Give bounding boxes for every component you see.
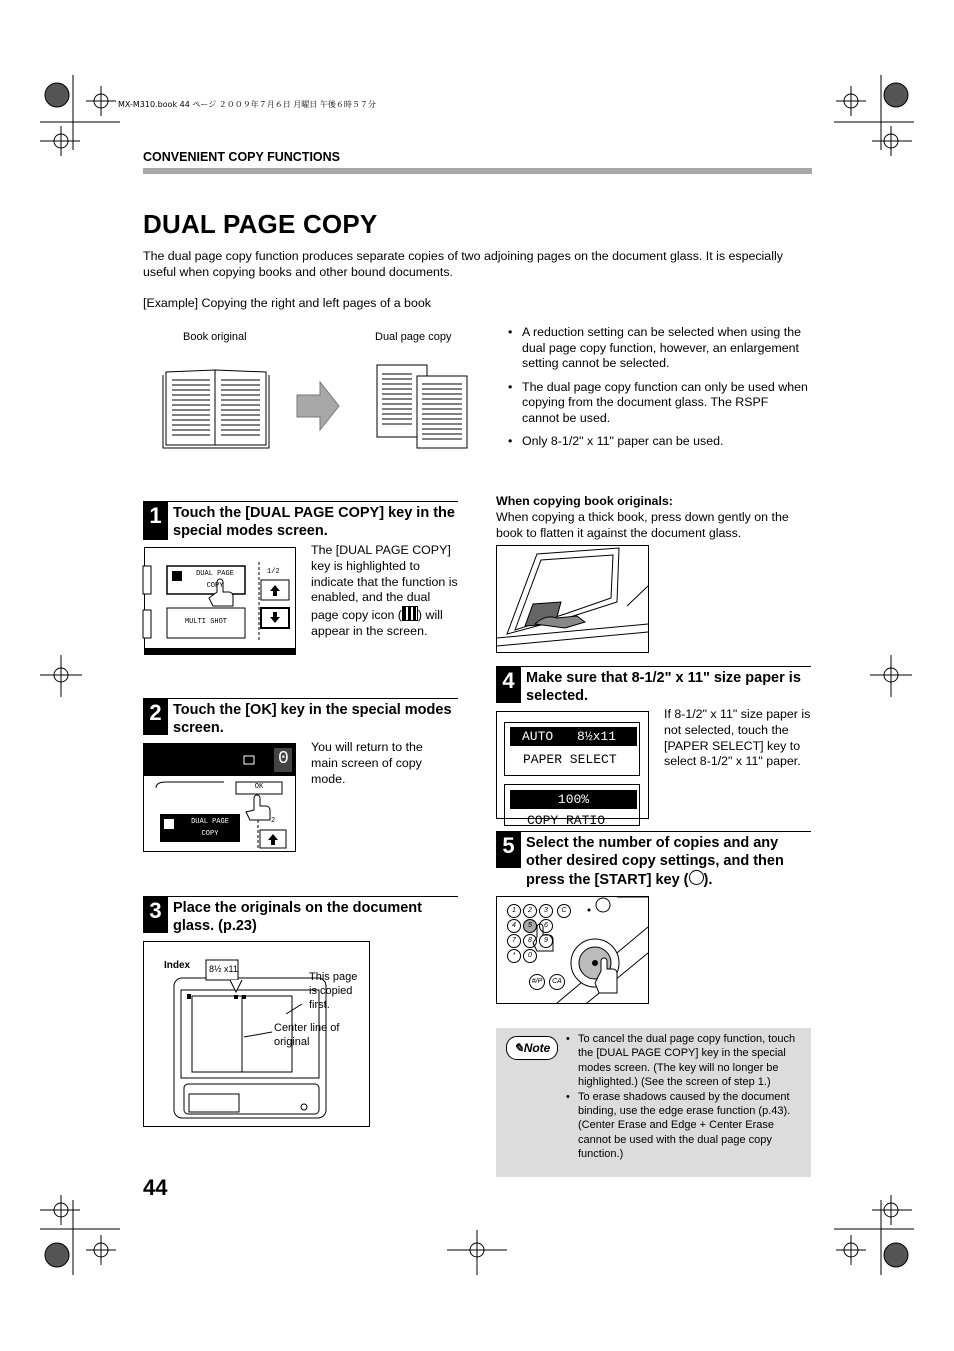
dual-page-copy-icon xyxy=(402,606,418,621)
section-header: CONVENIENT COPY FUNCTIONS xyxy=(143,150,341,164)
step-title: Place the originals on the document glass. (p.23) xyxy=(173,900,422,934)
page-title: DUAL PAGE COPY xyxy=(143,209,378,239)
list-item: • To erase shadows caused by the document binding, use the edge erase function (p.43). (Center Erase and Edge + Center Erase cannot be used with the dual page copy function.) xyxy=(566,1090,808,1162)
page-number: 44 xyxy=(143,1175,168,1200)
list-item: • To cancel the dual page copy function, touch the [DUAL PAGE COPY] key in the special modes screen. (The key will no longer be highlighted.) (See the screen of step 1.) xyxy=(566,1032,808,1090)
step-number: 1 xyxy=(143,502,168,540)
paper-size-label: 8½ x11 xyxy=(209,964,238,974)
book-copy-illustration xyxy=(160,360,480,455)
key-4[interactable]: 4 xyxy=(507,919,521,933)
step-1-description: The [DUAL PAGE COPY] key is highlighted to indicate that the function is enabled, and the dual page copy icon ( ) will appear in the screen. xyxy=(311,543,458,638)
copy-ratio-label: COPY RATIO xyxy=(527,813,606,828)
paper-size-display: AUTO 8½x11 xyxy=(510,727,637,746)
book-on-glass-illustration xyxy=(496,545,649,653)
print-slug: MX-M310.book 44 ページ ２００９年７月６日 月曜日 午後６時５７分 xyxy=(118,100,376,109)
paper-select-screen xyxy=(496,711,649,828)
intro-text: The dual page copy function produces separate copies of two adjoining pages on the document glass. It is especially useful when copying books and other bound documents. xyxy=(143,249,783,279)
list-item: • Only 8-1/2" x 11" paper can be used. xyxy=(508,434,808,450)
step-3-header xyxy=(143,896,458,937)
ok-button[interactable]: OK xyxy=(254,783,264,791)
key-7[interactable]: 7 xyxy=(507,934,521,948)
step-title: Make sure that 8-1/2" x 11" size paper is selected. xyxy=(526,670,801,704)
key-label: COPY xyxy=(201,830,219,838)
center-line-callout: Center line of original xyxy=(274,1022,340,1048)
multi-shot-key[interactable]: MULTI SHOT xyxy=(184,618,227,626)
key-program[interactable]: #/P xyxy=(529,974,545,990)
label-book-original: Book original xyxy=(183,331,247,343)
start-key-icon xyxy=(689,870,704,885)
key-5[interactable]: 5 xyxy=(523,919,537,933)
operation-panel-illustration xyxy=(496,896,649,1004)
step-2-description: You will return to the main screen of copy mode. xyxy=(311,740,423,786)
step-title: Touch the [DUAL PAGE COPY] key in the special modes screen. xyxy=(173,505,455,539)
copy-count: 0 xyxy=(278,749,289,769)
note-badge: ✎Note xyxy=(506,1036,558,1060)
key-label: DUAL PAGE xyxy=(196,570,234,578)
step-1-header xyxy=(143,501,458,542)
key-0[interactable]: 0 xyxy=(523,949,537,963)
key-label: COPY xyxy=(206,582,224,590)
key-clear[interactable]: C xyxy=(557,904,571,918)
step-number: 5 xyxy=(496,832,521,868)
step-4-description: If 8-1/2" x 11" size paper is not selected, touch the [PAPER SELECT] key to select 8-1/2" x 11" paper. xyxy=(664,707,811,769)
step-title: Select the number of copies and any other desired copy settings, and then press the [START] key ( ). xyxy=(526,835,784,888)
index-label: Index xyxy=(164,960,191,971)
list-item: • A reduction setting can be selected when using the dual page copy function, however, an enlargement setting cannot be selected. xyxy=(508,325,808,372)
key-8[interactable]: 8 xyxy=(523,934,537,948)
paragraph: When copying a thick book, press down gently on the book to flatten it against the document glass. xyxy=(496,509,789,540)
example-caption: [Example] Copying the right and left pages of a book xyxy=(143,296,431,310)
special-modes-screen xyxy=(144,547,296,655)
first-page-callout: This page is copied first. xyxy=(309,971,358,1011)
dual-page-copy-key[interactable] xyxy=(185,568,245,592)
header-bar xyxy=(143,168,812,174)
subheading: When copying book originals: xyxy=(496,494,673,508)
step-2-header xyxy=(143,698,458,739)
key-label: DUAL PAGE xyxy=(191,818,229,826)
pencil-icon: ✎ xyxy=(513,1041,524,1055)
page-indicator: 1/2 xyxy=(267,568,280,576)
paper-select-button[interactable]: PAPER SELECT xyxy=(523,752,617,767)
book-originals-note xyxy=(496,494,811,541)
note-box xyxy=(496,1028,811,1177)
step-4-header xyxy=(496,666,811,707)
page-indicator: 2 xyxy=(271,817,276,825)
restrictions-list xyxy=(508,325,808,458)
key-6[interactable]: 6 xyxy=(539,919,553,933)
document-glass-illustration xyxy=(143,941,370,1127)
note-list xyxy=(566,1032,808,1162)
key-2[interactable]: 2 xyxy=(523,904,537,918)
list-item: • The dual page copy function can only be used when copying from the document glass. The RSPF cannot be used. xyxy=(508,380,808,427)
label-dual-page-copy: Dual page copy xyxy=(375,331,452,343)
key-clear-all[interactable]: CA xyxy=(549,974,565,990)
step-number: 4 xyxy=(496,667,521,703)
dual-page-copy-key-active[interactable] xyxy=(180,816,240,840)
step-title: Touch the [OK] key in the special modes screen. xyxy=(173,702,452,736)
copy-ratio-display: 100% xyxy=(510,790,637,809)
key-9[interactable]: 9 xyxy=(539,934,553,948)
key-star[interactable]: * xyxy=(507,949,521,963)
key-3[interactable]: 3 xyxy=(539,904,553,918)
step-number: 2 xyxy=(143,699,168,735)
main-copy-screen xyxy=(143,743,296,852)
key-1[interactable]: 1 xyxy=(507,904,521,918)
step-number: 3 xyxy=(143,897,168,933)
step-5-header xyxy=(496,831,811,892)
